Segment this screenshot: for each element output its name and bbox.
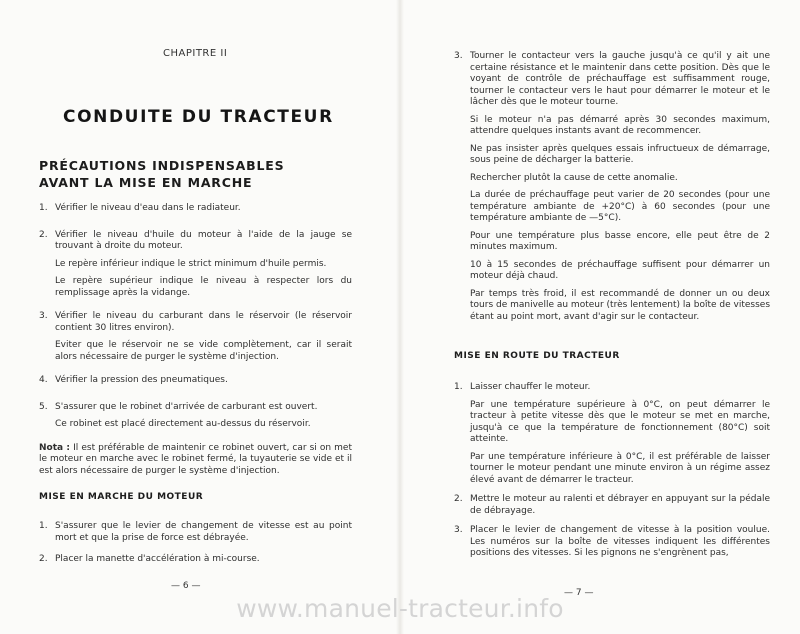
list-item xyxy=(39,311,352,369)
item-text: Le repère supérieur indique le niveau à respecter lors du remplissage après la vidange. xyxy=(55,276,352,298)
item-text: 10 à 15 secondes de préchauffage suffisent pour démarrer un moteur déjà chaud. xyxy=(470,259,770,281)
item-text: Par une température inférieure à 0°C, il est préférable de laisser tourner le moteur pendant une minute environ à un régime assez élevé avant de démarrer le tracteur. xyxy=(470,451,770,485)
item-text: S'assurer que le robinet d'arrivée de carburant est ouvert. xyxy=(55,401,318,412)
mise-en-route-heading: MISE EN ROUTE DU TRACTEUR xyxy=(454,351,620,361)
item-text: Placer le levier de changement de vitesse à la position voulue. Les numéros sur la boîte de vitesses indiquent les différentes positions des vitesses. Si les pignons ne s'engrènent pas, xyxy=(470,525,770,558)
item-text: Par temps très froid, il est recommandé de donner un ou deux tours de manivelle au moteur (très lentement) la boîte de vitesses étant au point mort, avant d'agir sur le contacteur. xyxy=(470,288,771,322)
item-text: Tourner le contacteur vers la gauche jusqu'à ce qu'il y ait une certaine résistance et le maintenir dans cette position. Dès que le voyant de contrôle de préchauffage est suffisamment rouge, tourner le contacteur vers le haut pour démarrer le moteur et le lâcher dès que le moteur tourne. xyxy=(470,51,770,107)
site-watermark: www.manuel-tracteur.info xyxy=(236,594,564,623)
list-item xyxy=(39,203,352,221)
item-text: Si le moteur n'a pas démarré après 30 secondes maximum, attendre quelques instants avant de recommencer. xyxy=(470,114,770,136)
page-number-left: — 6 — xyxy=(171,581,201,591)
item-text: Placer la manette d'accélération à mi-course. xyxy=(55,554,260,564)
list-item xyxy=(39,554,352,566)
item-number: 4. xyxy=(39,375,48,385)
item-number: 3. xyxy=(454,525,463,535)
item-text: Ne pas insister après quelques essais infructueux de démarrage, sous peine de décharger la batterie. xyxy=(470,143,770,165)
mise-en-marche-list xyxy=(39,521,352,566)
list-item xyxy=(454,51,770,329)
item-text: S'assurer que le levier de changement de vitesse est au point mort et que la prise de force est débrayée. xyxy=(55,521,352,543)
item-text: Laisser chauffer le moteur. xyxy=(470,382,591,392)
chapter-label: CHAPITRE II xyxy=(163,48,228,59)
note-text: Il est préférable de maintenir ce robinet ouvert, car si on met le moteur en marche avec le robinet fermé, la tuyauterie se vide et il est alors nécessaire de purger le système d'injection. xyxy=(39,442,352,476)
list-item xyxy=(454,494,770,523)
item-text: Par une température supérieure à 0°C, on peut démarrer le tracteur à petite vitesse dès que le moteur se met en marche, jusqu'à ce que la température de fonctionnement (80°C) soit atteinte. xyxy=(470,399,770,444)
item-number: 2. xyxy=(39,229,48,240)
item-text: Eviter que le réservoir ne se vide complètement, car il serait alors nécessaire de purger le système d'injection. xyxy=(55,340,352,362)
note-paragraph xyxy=(39,443,352,478)
list-item xyxy=(39,402,352,437)
item-text: Rechercher plutôt la cause de cette anomalie. xyxy=(470,172,678,183)
list-item xyxy=(39,521,352,544)
list-item xyxy=(454,525,770,566)
item-text: Vérifier le niveau d'huile du moteur à l'aide de la jauge se trouvant à droite du moteur. xyxy=(55,229,352,251)
list-item xyxy=(39,375,352,393)
item-text: Pour une température plus basse encore, elle peut être de 2 minutes maximum. xyxy=(470,230,770,252)
item-number: 1. xyxy=(454,382,463,392)
precautions-heading xyxy=(39,157,284,191)
item-number: 5. xyxy=(39,401,48,412)
precautions-list xyxy=(39,203,352,477)
list-item xyxy=(39,230,352,306)
item-text: Le repère inférieur indique le strict minimum d'huile permis. xyxy=(55,258,327,269)
item-number: 3. xyxy=(454,51,463,61)
item-text: Vérifier la pression des pneumatiques. xyxy=(55,375,228,385)
item-text: Vérifier le niveau d'eau dans le radiateur. xyxy=(55,203,241,213)
item-text: Ce robinet est placé directement au-dessus du réservoir. xyxy=(55,419,311,429)
starting-item-3 xyxy=(454,51,770,329)
note-label: Nota : xyxy=(39,442,71,453)
right-page xyxy=(400,0,800,634)
item-number: 2. xyxy=(454,494,463,504)
item-text: Vérifier le niveau du carburant dans le réservoir (le réservoir contient 30 litres environ). xyxy=(55,311,352,333)
precautions-heading-line2: AVANT LA MISE EN MARCHE xyxy=(39,175,253,190)
chapter-title: CONDUITE DU TRACTEUR xyxy=(63,107,334,127)
list-item xyxy=(454,382,770,492)
item-number: 3. xyxy=(39,311,48,321)
page-number-right: — 7 — xyxy=(564,588,594,598)
precautions-heading-line1: PRÉCAUTIONS INDISPENSABLES xyxy=(39,158,285,173)
item-number: 1. xyxy=(39,203,48,213)
item-number: 1. xyxy=(39,521,48,531)
mise-en-route-list xyxy=(454,382,770,566)
item-text: Mettre le moteur au ralenti et débrayer en appuyant sur la pédale de débrayage. xyxy=(470,494,770,516)
item-text: La durée de préchauffage peut varier de 20 secondes (pour une température ambiante de +20°C) à 60 secondes (pour une température ambiante de —5°C). xyxy=(470,190,770,223)
mise-en-marche-heading: MISE EN MARCHE DU MOTEUR xyxy=(39,492,204,502)
item-number: 2. xyxy=(39,554,48,564)
